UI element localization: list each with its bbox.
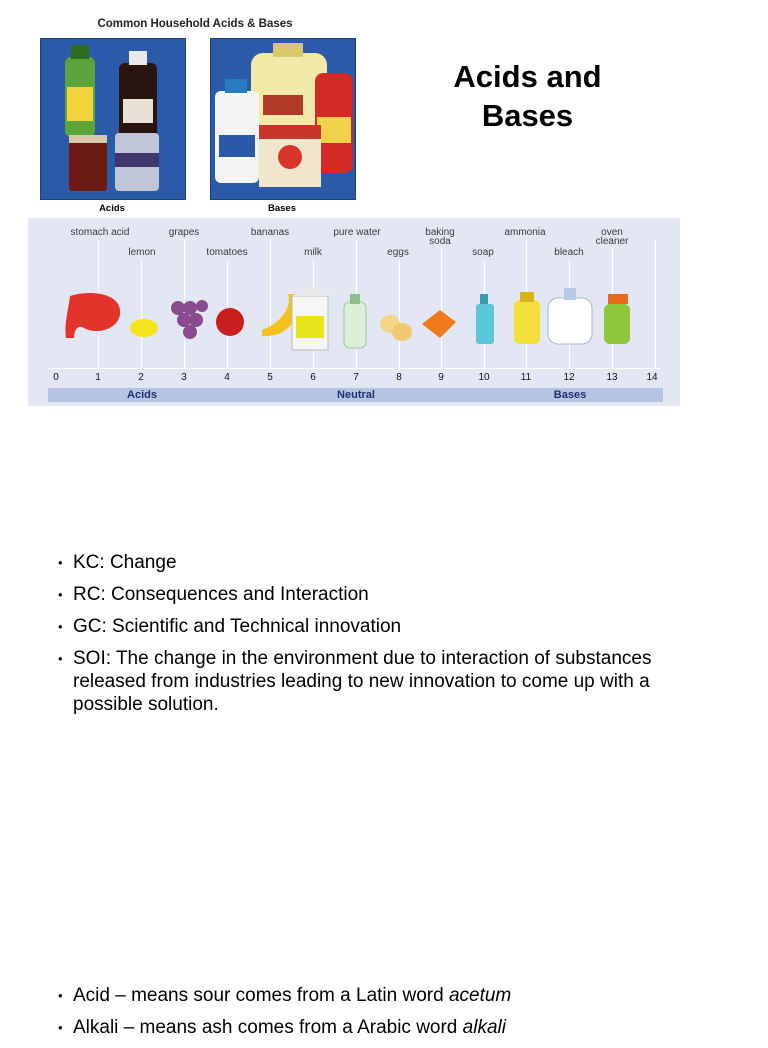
ph-label-ammonia: ammonia [504,227,546,238]
ph-label-soap: soap [472,247,494,258]
ph-number: 13 [606,372,618,383]
ph-number: 1 [95,372,101,383]
ph-label-lemon: lemon [128,247,156,258]
list-item: • GC: Scientific and Technical innovation [58,615,718,638]
ph-number: 5 [267,372,273,383]
eggs-icon [380,315,412,341]
alkali-arabic-word: alkali [462,1017,506,1038]
lemon-icon [130,319,158,337]
ph-number: 6 [310,372,316,383]
ph-label-oven-cleaner: oven cleaner [595,227,629,247]
ph-number: 12 [563,372,575,383]
ph-label-stomach-acid: stomach acid [70,227,130,238]
stomach-icon [65,293,120,338]
concepts-list [58,551,718,725]
list-item: • RC: Consequences and Interaction [58,583,718,606]
ph-label-pure-water: pure water [333,227,381,238]
acids-photo [40,38,186,200]
band-label-neutral: Neutral [337,389,375,401]
list-item: • KC: Change [58,551,718,574]
definitions-list [58,984,718,1048]
bases-caption: Bases [268,203,296,214]
ph-label-grapes: grapes [168,227,200,238]
ph-number: 0 [53,372,59,383]
ph-number: 10 [478,372,490,383]
ph-number: 3 [181,372,187,383]
ph-number: 14 [646,372,658,383]
tomato-icon [216,308,244,336]
ph-number: 11 [520,372,532,383]
ph-label-bleach: bleach [554,247,584,258]
ph-number: 7 [353,372,359,383]
acid-latin-word: acetum [448,985,512,1006]
ph-number: 2 [138,372,144,383]
ph-label-milk: milk [304,247,322,258]
page-title [405,57,650,135]
ph-number: 4 [224,372,230,383]
figure-title: Common Household Acids & Bases [97,18,293,30]
ammonia-bottle-icon [514,292,540,344]
bases-photo [210,38,356,200]
page-title-line-2: Bases [481,98,574,133]
ph-label-baking-soda: baking soda [425,227,455,247]
list-item [58,1016,718,1039]
ph-items-illustration [48,282,668,354]
band-label-bases: Bases [553,389,587,401]
soap-bottle-icon [476,294,494,344]
list-item [58,984,718,1007]
acid-definition: Acid – means sour comes from a Latin word [73,985,449,1006]
ph-label-tomatoes: tomatoes [206,247,248,258]
acids-caption: Acids [99,203,125,214]
ph-label-eggs: eggs [387,247,409,258]
water-bottle-icon [344,294,366,348]
grapes-icon [171,300,208,339]
bleach-jug-icon [548,288,592,344]
baking-soda-icon [422,310,456,338]
ph-number: 8 [396,372,402,383]
ph-scale-baseline [48,368,660,369]
page-title-line-1: Acids and [453,59,602,94]
band-label-acids: Acids [127,389,157,401]
milk-carton-icon [292,286,328,350]
oven-cleaner-icon [604,294,630,344]
ph-label-bananas: bananas [250,227,290,238]
ph-number: 9 [438,372,444,383]
alkali-definition: Alkali – means ash comes from a Arabic word [73,1017,463,1038]
list-item: • SOI: The change in the environment due to interaction of substances released from industries leading to new innovation to come up with a possible solution. [58,647,718,716]
